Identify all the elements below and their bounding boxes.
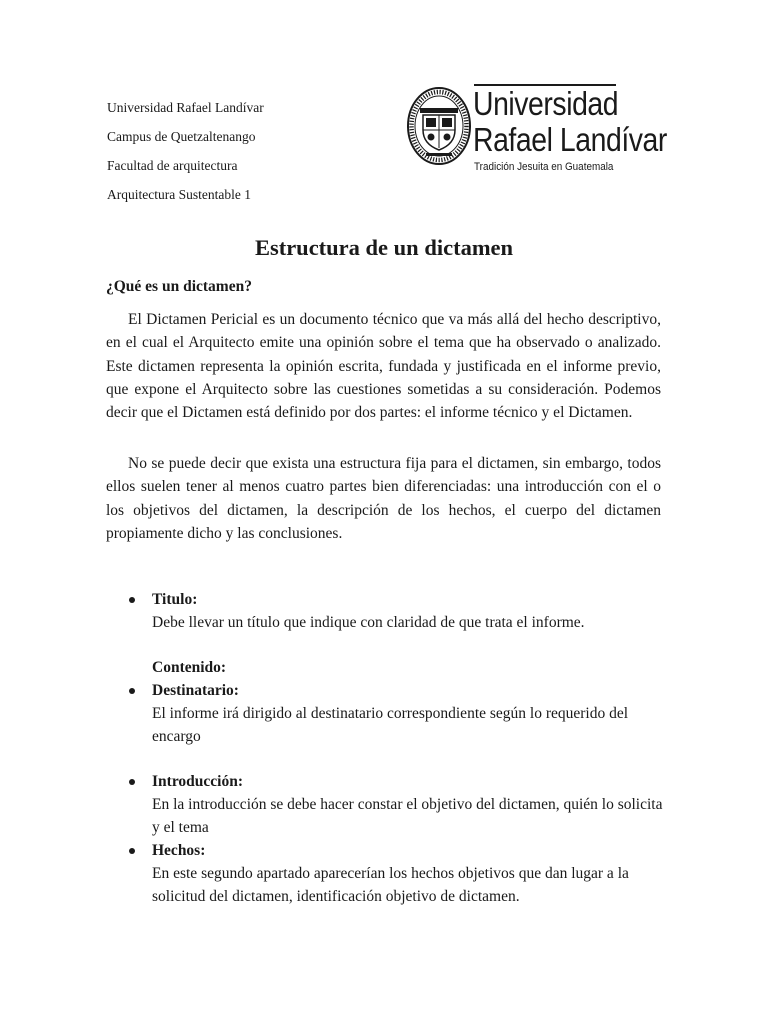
- university-seal-icon: [406, 86, 472, 166]
- body-paragraph: No se puede decir que exista una estructura fija para el dictamen, sin embargo, todos ellos suelen tener al menos cuatro partes bien diferenciadas: una introducción con el o los objetivos del dictamen, la descripción de los hechos, el cuerpo del dictamen propiamente dicho y las conclusiones.: [106, 455, 661, 542]
- logo-wordmark-line-2: Rafael Landívar: [473, 121, 667, 158]
- list-item-text: El informe irá dirigido al destinatario correspondiente según lo requerido del encargo: [152, 705, 629, 745]
- section-heading: ¿Qué es un dictamen?: [106, 278, 252, 295]
- header-faculty: Facultad de arquitectura: [107, 158, 238, 173]
- bullet-icon: [129, 779, 135, 785]
- university-logo: [406, 84, 666, 180]
- logo-wordmark-line-1: Universidad: [473, 85, 619, 122]
- list-item-label: Introducción:: [152, 773, 244, 790]
- list-item-label: Hechos:: [152, 842, 206, 859]
- list-item-text: Debe llevar un título que indique con claridad de que trata el informe.: [152, 614, 585, 631]
- list-item-text: En la introducción se debe hacer constar el objetivo del dictamen, quién lo solicita y el tema: [152, 796, 663, 836]
- contenido-label: Contenido:: [152, 659, 227, 676]
- header-university: Universidad Rafael Landívar: [107, 100, 264, 115]
- bullet-icon: [129, 688, 135, 694]
- list-item-label: Titulo:: [152, 591, 198, 608]
- body-paragraph: El Dictamen Pericial es un documento técnico que va más allá del hecho descriptivo, en el cual el Arquitecto emite una opinión sobre el tema que ha observado o analizado. Este dictamen representa la opinión escrita, fundada y justificada en el informe previo, que expone el Arquitecto sobre las cuestiones sometidas a su consideración. Podemos decir que el Dictamen está definido por dos partes: el informe técnico y el Dictamen.: [106, 311, 661, 422]
- list-item-text: En este segundo apartado aparecerían los hechos objetivos que dan lugar a la solicitud del dictamen, identificación objetivo de dictamen.: [152, 865, 629, 905]
- header-course: Arquitectura Sustentable 1: [107, 187, 251, 202]
- document-title: Estructura de un dictamen: [254, 235, 514, 260]
- logo-tagline: Tradición Jesuita en Guatemala: [474, 161, 614, 173]
- bullet-icon: [129, 848, 135, 854]
- bullet-icon: [129, 597, 135, 603]
- document-header: [107, 93, 264, 209]
- header-campus: Campus de Quetzaltenango: [107, 129, 256, 144]
- list-item-label: Destinatario:: [152, 682, 239, 699]
